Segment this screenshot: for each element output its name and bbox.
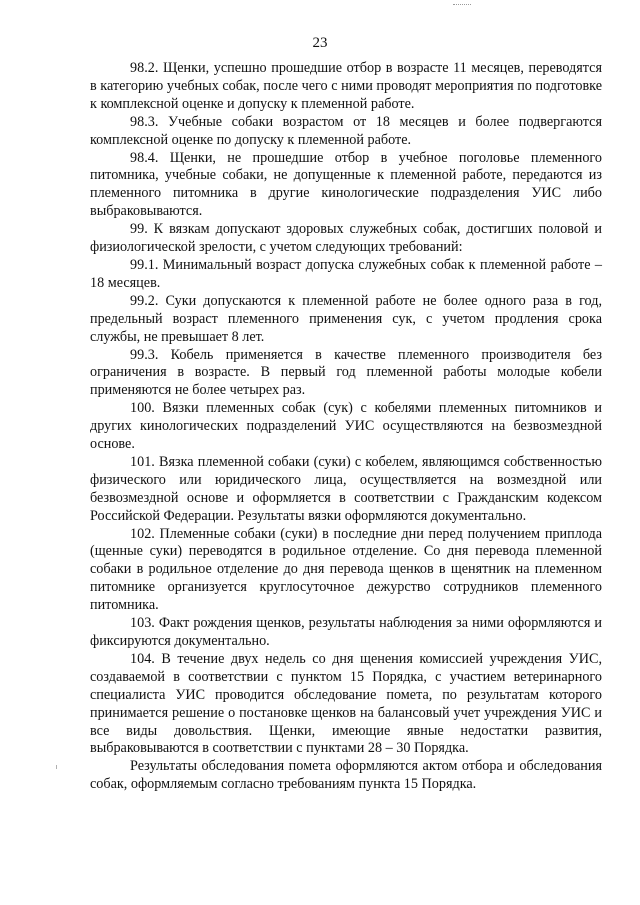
page-number: 23 [312, 35, 328, 51]
document-body [90, 60, 602, 794]
scan-artifact [56, 765, 57, 769]
scan-artifact [453, 4, 471, 7]
paragraph-100: 100. Вязки племенных собак (сук) с кобелями племенных питомников и других кинологических подразделений УИС осуществляются на безвозмездной основе. [90, 400, 602, 453]
paragraph-102: 102. Племенные собаки (суки) в последние дни перед получением приплода (щенные суки) переводятся в родильное отделение. Со дня перевода племенной собаки в родильное отделение до дня перевода щенков в щенятник на племенном питомнике организуется круглосуточное дежурство сотрудников племенного питомника. [90, 525, 602, 614]
paragraph-98-2: 98.2. Щенки, успешно прошедшие отбор в возрасте 11 месяцев, переводятся в категорию учебных собак, после чего с ними проводят мероприятия по подготовке к комплексной оценке и допуску к племенной работе. [90, 60, 602, 112]
paragraph-99-3: 99.3. Кобель применяется в качестве племенного производителя без ограничения в возрасте. В первый год племенной работы молодые кобели применяются не более четырех раз. [90, 346, 602, 399]
paragraph-104: 104. В течение двух недель со дня щенения комиссией учреждения УИС, создаваемой в соответствии с пунктом 15 Порядка, с участием ветеринарного специалиста УИС проводится обследование помета, по результатам которого принимается решение о постановке щенков на балансовый учет учреждения УИС и все виды довольствия. Щенки, имеющие явные недостатки развития, выбраковываются в соответствии с пунктами 28 – 30 Порядка. [90, 650, 602, 757]
paragraph-98-4: 98.4. Щенки, не прошедшие отбор в учебное поголовье племенного питомника, учебные собаки, не допущенные к племенной работе, передаются из племенного питомника в другие кинологические подразделения УИС либо выбраковываются. [90, 149, 602, 220]
paragraph-99: 99. К вязкам допускают здоровых служебных собак, достигших половой и физиологической зрелости, с учетом следующих требований: [90, 221, 602, 256]
paragraph-99-1: 99.1. Минимальный возраст допуска служебных собак к племенной работе – 18 месяцев. [90, 256, 602, 291]
paragraph-99-2: 99.2. Суки допускаются к племенной работе не более одного раза в год, предельный возраст племенного применения сук, с учетом продления срока службы, не превышает 8 лет. [90, 292, 602, 345]
paragraph-104-results: Результаты обследования помета оформляются актом отбора и обследования собак, оформляемым согласно требованиям пункта 15 Порядка. [90, 758, 602, 793]
paragraph-101: 101. Вязка племенной собаки (суки) с кобелем, являющимся собственностью физического или юридического лица, осуществляется на возмездной или безвозмездной основе и оформляется в соответствии с Гражданским кодексом Российской Федерации. Результаты вязки оформляются документально. [90, 453, 602, 524]
paragraph-98-3: 98.3. Учебные собаки возрастом от 18 месяцев и более подвергаются комплексной оценке по допуску к племенной работе. [90, 113, 602, 148]
paragraph-103: 103. Факт рождения щенков, результаты наблюдения за ними оформляются и фиксируются документально. [90, 615, 602, 649]
